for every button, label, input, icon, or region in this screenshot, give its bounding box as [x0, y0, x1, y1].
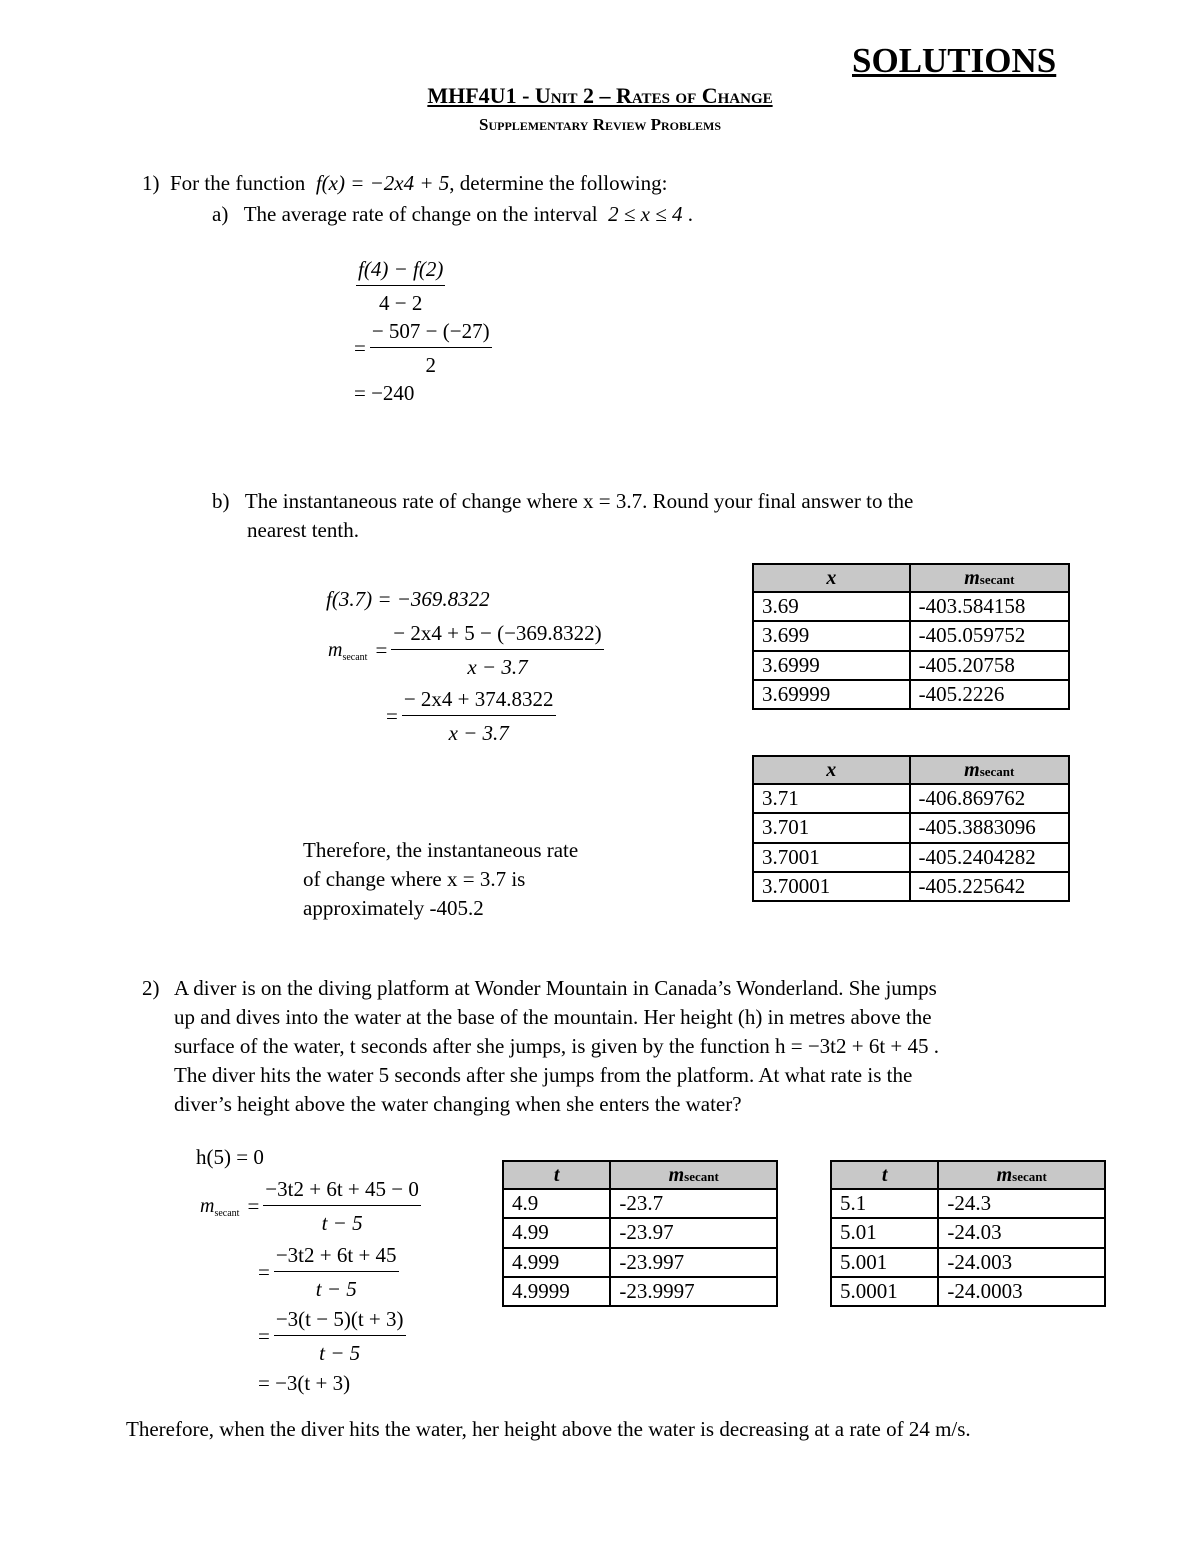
question-1a-prompt: a) The average rate of change on the interval 2 ≤ x ≤ 4 .	[212, 202, 693, 226]
table-row	[753, 784, 1069, 813]
question-1a-text: The average rate of change on the interval	[243, 202, 598, 226]
question-1a-label: a)	[212, 202, 229, 226]
page-subtitle: Supplementary Review Problems	[479, 115, 721, 134]
table-cell: -24.003	[938, 1248, 1105, 1277]
table-cell: -24.3	[938, 1189, 1105, 1218]
table-cell: 4.999	[503, 1248, 610, 1277]
q2-fraction-1: $m_{secant}$ = $\frac{-3t2 + 6t + 45 - 0}{t - 5}$	[200, 1177, 419, 1236]
table-cell: 3.71	[753, 784, 910, 813]
table-cell: 5.0001	[831, 1277, 938, 1306]
page-title: MHF4U1 - Unit 2 – Rates of Change	[427, 83, 773, 108]
question-1b-prompt	[212, 487, 913, 545]
table-cell: 4.9999	[503, 1277, 610, 1306]
q2-fraction-2: = $\frac{-3t2 + 6t + 45}{t - 5}$	[258, 1243, 397, 1302]
q1a-fraction-2: = $\frac{- 507 - (-27)}{2}$	[354, 318, 492, 380]
q2-num-2: −3t2 + 6t + 45	[274, 1242, 399, 1272]
table-row	[503, 1277, 777, 1306]
q2-num-3: −3(t − 5)(t + 3)	[274, 1306, 406, 1336]
table-row	[753, 813, 1069, 842]
q1a-den-2: 2	[425, 353, 436, 378]
question-1-function: f(x) = −2x4 + 5	[315, 171, 450, 195]
question-2-number: 2)	[142, 976, 160, 1000]
table-cell: 4.99	[503, 1218, 610, 1247]
question-1-intro-end: , determine the following:	[449, 171, 668, 195]
question-1b-line-2: nearest tenth.	[247, 518, 359, 542]
q1b-f-value-text: f(3.7) = −369.8322	[326, 587, 490, 611]
q1b-den-1: x − 3.7	[467, 655, 528, 680]
table-cell: 5.1	[831, 1189, 938, 1218]
table-row	[831, 1218, 1105, 1247]
q1b-conclusion-line-1: Therefore, the instantaneous rate	[303, 838, 579, 862]
table-cell: 3.699	[753, 621, 910, 650]
q1a-den-1: 4 − 2	[378, 291, 423, 316]
table-header-msecant: msecant	[910, 564, 1069, 592]
table-header-x: x	[753, 756, 910, 784]
table-cell: -24.03	[938, 1218, 1105, 1247]
table-cell: -405.2404282	[910, 843, 1070, 872]
table-cell: -23.997	[610, 1248, 777, 1277]
q1b-conclusion-line-3: approximately -405.2	[303, 896, 484, 920]
q2-fraction-3: = $\frac{-3(t - 5)(t + 3)}{t - 5}$	[258, 1307, 404, 1366]
q1b-num-1: − 2x4 + 5 − (−369.8322)	[391, 620, 603, 650]
q2-h-value: h(5) = 0	[196, 1145, 264, 1169]
table-row	[753, 621, 1069, 650]
question-2-line-4: The diver hits the water 5 seconds after she jumps from the platform. At what rate is the	[174, 1063, 913, 1087]
q1b-fraction-1: $m_{secant}$ = $\frac{- 2x4 + 5 - (-369.8322)}{x - 3.7}$	[328, 621, 602, 680]
table-cell: -23.9997	[610, 1277, 777, 1306]
table-cell: 3.6999	[753, 651, 910, 680]
q1b-conclusion	[303, 836, 578, 923]
table-cell: 3.7001	[753, 843, 910, 872]
q2-den-2: t − 5	[315, 1277, 357, 1302]
question-2-line-1: A diver is on the diving platform at Wonder Mountain in Canada’s Wonderland. She jumps	[174, 976, 937, 1000]
question-1-intro	[142, 170, 667, 197]
q1b-conclusion-line-2: of change where x = 3.7 is	[303, 867, 526, 891]
table-cell: -403.584158	[910, 592, 1069, 621]
q1b-den-2: x − 3.7	[448, 721, 509, 746]
table-cell: 4.9	[503, 1189, 610, 1218]
table-cell: -405.20758	[910, 651, 1069, 680]
q2-table-right	[830, 1160, 1106, 1307]
table-row	[503, 1218, 777, 1247]
table-cell: 3.69	[753, 592, 910, 621]
q2-result: = −3(t + 3)	[258, 1371, 351, 1395]
table-row	[503, 1189, 777, 1218]
question-1-intro-text: For the function	[170, 171, 306, 195]
question-1-number: 1)	[142, 171, 160, 195]
q1b-table-right	[752, 755, 1070, 902]
q2-num-1: −3t2 + 6t + 45 − 0	[263, 1176, 421, 1206]
table-cell: 5.01	[831, 1218, 938, 1247]
table-row	[753, 843, 1069, 872]
q2-conclusion: Therefore, when the diver hits the water, her height above the water is decreasing at a rate of 24 m/s.	[126, 1417, 971, 1441]
q1a-fraction-1	[352, 256, 445, 318]
q1a-num-2: − 507 − (−27)	[370, 318, 492, 348]
table-cell: -405.225642	[910, 872, 1070, 901]
q1a-num-1: f(4) − f(2)	[358, 257, 444, 281]
question-2-line-3: surface of the water, t seconds after she jumps, is given by the function h = −3t2 + 6t + 45 .	[174, 1034, 940, 1058]
table-cell: -405.2226	[910, 680, 1069, 709]
table-cell: 3.69999	[753, 680, 910, 709]
q2-den-1: t − 5	[321, 1211, 363, 1236]
table-header-msecant: msecant	[938, 1161, 1105, 1189]
q1b-num-2: − 2x4 + 374.8322	[402, 686, 556, 716]
table-row	[831, 1248, 1105, 1277]
table-cell: -23.97	[610, 1218, 777, 1247]
table-cell: -405.059752	[910, 621, 1069, 650]
table-row	[753, 651, 1069, 680]
table-cell: -24.0003	[938, 1277, 1105, 1306]
table-header-t: t	[831, 1161, 938, 1189]
table-header-msecant: msecant	[910, 756, 1070, 784]
table-row	[753, 680, 1069, 709]
table-row	[753, 592, 1069, 621]
q2-table-left	[502, 1160, 778, 1307]
table-cell: -405.3883096	[910, 813, 1070, 842]
m-secant-symbol: $m_{secant}$	[328, 639, 368, 664]
q1b-table-left	[752, 563, 1070, 710]
table-cell: -23.7	[610, 1189, 777, 1218]
table-cell: 3.70001	[753, 872, 910, 901]
table-cell: -406.869762	[910, 784, 1070, 813]
solutions-heading: SOLUTIONS	[852, 41, 1057, 80]
question-1a-interval: 2 ≤ x ≤ 4	[608, 202, 683, 226]
table-row	[753, 872, 1069, 901]
question-1b-line-1: The instantaneous rate of change where x = 3.7. Round your final answer to the	[244, 489, 914, 513]
q1b-fraction-2: = $\frac{- 2x4 + 374.8322}{x - 3.7}$	[386, 687, 554, 746]
q2-den-3: t − 5	[319, 1341, 361, 1366]
table-row	[831, 1189, 1105, 1218]
m-secant-symbol: $m_{secant}$	[200, 1195, 240, 1220]
q1b-f-value	[326, 586, 490, 613]
question-2-line-2: up and dives into the water at the base of the mountain. Her height (h) in metres above the	[174, 1005, 932, 1029]
question-2-text	[174, 974, 939, 1119]
q1a-result: = −240	[354, 381, 415, 405]
table-header-t: t	[503, 1161, 610, 1189]
question-1b-label: b)	[212, 489, 230, 513]
table-cell: 5.001	[831, 1248, 938, 1277]
table-header-msecant: msecant	[610, 1161, 777, 1189]
question-2-line-5: diver’s height above the water changing when she enters the water?	[174, 1092, 742, 1116]
table-row	[831, 1277, 1105, 1306]
table-row	[503, 1248, 777, 1277]
table-header-x: x	[753, 564, 910, 592]
table-cell: 3.701	[753, 813, 910, 842]
